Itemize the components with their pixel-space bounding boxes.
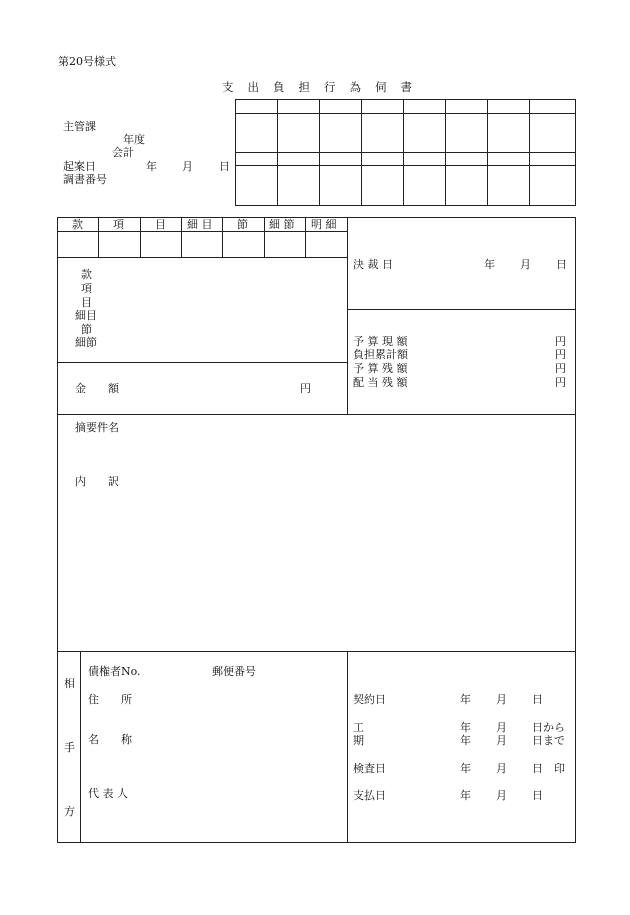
counterparty-top: [57, 651, 576, 652]
side-char: 手: [64, 741, 75, 754]
approval-year: 年: [484, 258, 495, 271]
header-kan: 款: [72, 218, 83, 231]
budget-item: 項: [81, 282, 92, 295]
budget-status-label: 予 算 現 額: [353, 335, 408, 348]
budget-col-line: [181, 217, 182, 257]
amount-bottom: [57, 414, 576, 415]
stamp-grid-line: [361, 99, 362, 206]
budget-status-label: 予 算 残 額: [353, 362, 408, 375]
draft-day: 日: [219, 160, 230, 173]
stamp-grid-line: [277, 99, 278, 206]
budget-status-label: 負担累計額: [353, 348, 408, 361]
doc-no-label: 調書番号: [63, 173, 107, 186]
header-setsu: 節: [237, 218, 248, 231]
budget-col-line: [305, 217, 306, 257]
budget-items-bottom: [57, 362, 347, 363]
side-char: 相: [64, 677, 75, 690]
approval-bottom: [347, 309, 576, 310]
summary-title-label: 摘要件名: [75, 421, 119, 434]
side-label-divider: [80, 651, 81, 843]
work-start-from: 日から: [532, 721, 565, 734]
draft-date-label: 起案日: [63, 160, 96, 173]
budget-item: 細節: [75, 336, 97, 349]
work-start-month: 月: [496, 721, 507, 734]
fiscal-year-label: 年度: [123, 133, 145, 146]
budget-status-unit: 円: [555, 376, 566, 389]
approval-label: 決 裁 日: [353, 258, 393, 271]
form-number: 第20号様式: [58, 55, 116, 68]
approval-month: 月: [520, 258, 531, 271]
inspection-seal: 日 印: [532, 762, 565, 775]
inspection-label: 検査日: [353, 762, 386, 775]
page-title: 支出負担行為伺書: [222, 80, 426, 94]
creditor-no-label: 債権者No.: [88, 665, 141, 678]
contract-label: 契約日: [353, 693, 386, 706]
contract-day: 日: [532, 693, 543, 706]
budget-status-unit: 円: [555, 362, 566, 375]
budget-status-unit: 円: [555, 348, 566, 361]
dept-label: 主管課: [63, 120, 96, 133]
amount-label: 金 額: [75, 382, 119, 395]
amount-unit: 円: [300, 382, 311, 395]
budget-status-unit: 円: [555, 335, 566, 348]
address-label: 住 所: [88, 693, 132, 706]
inspection-year: 年: [460, 762, 471, 775]
account-label: 会計: [112, 146, 134, 159]
work-end-year: 年: [460, 734, 471, 747]
draft-year: 年: [146, 160, 157, 173]
budget-col-line: [264, 217, 265, 257]
budget-col-line: [140, 217, 141, 257]
work-end-month: 月: [496, 734, 507, 747]
stamp-grid-line: [235, 152, 576, 153]
header-kou: 項: [113, 218, 124, 231]
main-form: [57, 217, 576, 843]
budget-col-line: [98, 217, 99, 257]
inspection-month: 月: [496, 762, 507, 775]
budget-item: 款: [81, 268, 92, 281]
work-label-2: 期: [353, 734, 364, 747]
contract-month: 月: [496, 693, 507, 706]
work-start-year: 年: [460, 721, 471, 734]
stamp-grid-line: [235, 113, 576, 114]
stamp-grid-line: [445, 99, 446, 206]
header-moku: 目: [155, 218, 166, 231]
stamp-grid-line: [235, 165, 576, 166]
postal-label: 郵便番号: [212, 665, 256, 678]
draft-month: 月: [182, 160, 193, 173]
stamp-grid-line: [487, 99, 488, 206]
work-label-1: 工: [353, 721, 364, 734]
payment-month: 月: [496, 789, 507, 802]
header-saisetsu: 細 節: [269, 218, 295, 231]
payment-label: 支払日: [353, 789, 386, 802]
contract-year: 年: [460, 693, 471, 706]
dates-divider: [347, 651, 348, 843]
summary-detail-label: 内 訳: [75, 475, 119, 488]
stamp-grid-line: [319, 99, 320, 206]
stamp-grid-line: [529, 99, 530, 206]
header-meisai: 明 細: [311, 218, 337, 231]
side-char: 方: [64, 805, 75, 818]
budget-item: 節: [81, 323, 92, 336]
budget-header-bottom: [57, 231, 347, 232]
budget-code-bottom: [57, 257, 347, 258]
rep-label: 代 表 人: [88, 787, 128, 800]
budget-col-line: [222, 217, 223, 257]
approval-day: 日: [556, 258, 567, 271]
header-saimoku: 細 目: [187, 218, 213, 231]
budget-item: 目: [81, 296, 92, 309]
budget-item: 細目: [75, 309, 97, 322]
work-end-until: 日まで: [532, 734, 565, 747]
right-panel-divider: [347, 217, 348, 414]
name-label: 名 称: [88, 733, 132, 746]
budget-status-label: 配 当 残 額: [353, 376, 408, 389]
stamp-grid-line: [403, 99, 404, 206]
payment-year: 年: [460, 789, 471, 802]
payment-day: 日: [532, 789, 543, 802]
